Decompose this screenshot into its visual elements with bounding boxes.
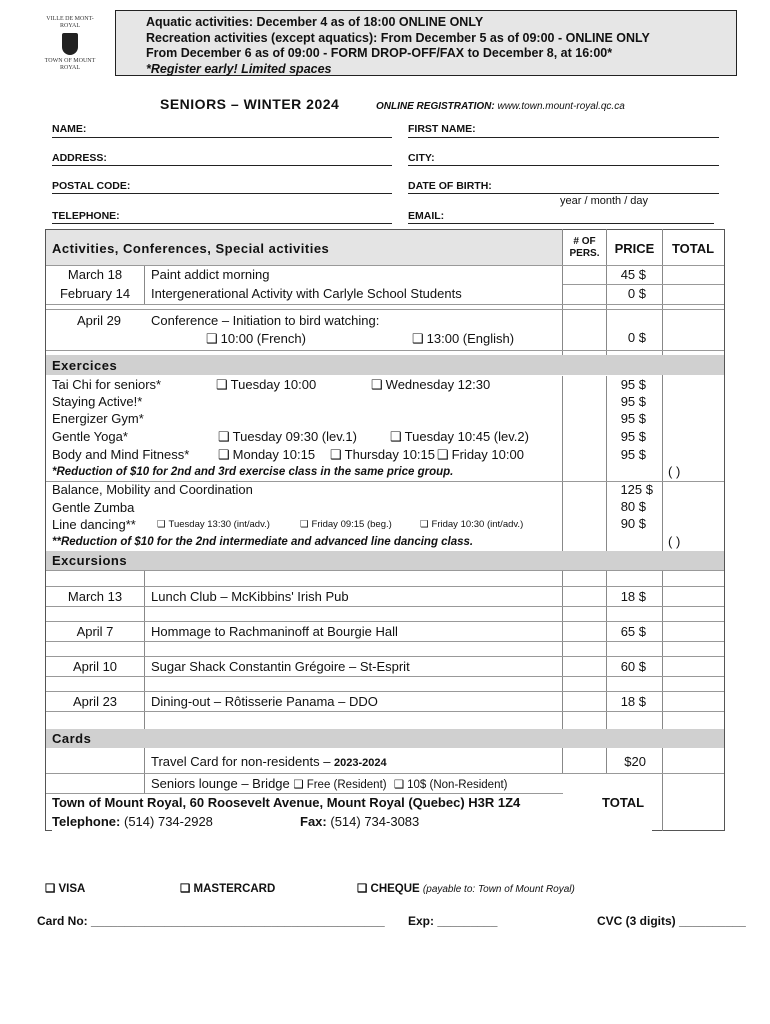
fax-number: (514) 734-3083 — [330, 814, 420, 829]
checkbox-icon: ❑ — [180, 883, 194, 895]
exercise-price: 95 $ — [620, 447, 646, 462]
online-label: ONLINE REGISTRATION: — [376, 101, 495, 112]
excursion-name: Dining-out – Rôtisserie Panama – DDO — [151, 694, 378, 709]
excursion-name: Hommage to Rachmaninoff at Bourgie Hall — [151, 624, 398, 639]
registration-notice — [115, 10, 737, 76]
row-divider — [46, 621, 724, 622]
activity-name: Intergenerational Activity with Carlyle School Students — [151, 286, 462, 301]
activity-price: 45 $ — [620, 267, 646, 282]
payment-visa[interactable] — [45, 881, 85, 895]
excursion-price: 18 $ — [620, 589, 646, 604]
exercise-reduction-note: *Reduction of $10 for 2nd and 3rd exercise class in the same price group. — [52, 466, 454, 478]
card-bridge — [151, 776, 508, 791]
row-divider — [46, 265, 724, 266]
col-divider — [144, 265, 145, 305]
excursion-date: April 10 — [72, 659, 118, 674]
option-checkbox[interactable]: ❑ Tuesday 13:30 (int/adv.) — [157, 519, 270, 530]
row-divider — [46, 711, 724, 712]
card-price: $20 — [624, 754, 646, 769]
option-checkbox[interactable]: ❑ Wednesday 12:30 — [371, 377, 490, 393]
cheque-label: CHEQUE — [370, 883, 420, 895]
row-divider — [46, 304, 724, 305]
exercise-price: 95 $ — [620, 411, 646, 426]
exercise-price: 80 $ — [620, 499, 646, 514]
email-label: EMAIL: — [408, 210, 445, 222]
col-divider — [562, 748, 563, 773]
exercise-name: Body and Mind Fitness* — [52, 447, 190, 462]
section-exercises: Exercices — [46, 355, 724, 375]
row-divider — [46, 691, 724, 692]
dob-label: DATE OF BIRTH: — [408, 180, 492, 192]
excursion-date: March 13 — [67, 589, 123, 604]
excursion-price: 65 $ — [620, 624, 646, 639]
phone-label: Telephone: — [52, 814, 121, 829]
total-paren: ( ) — [668, 464, 681, 479]
card-travel-year: 2023-2024 — [334, 757, 387, 769]
card-travel-label: Travel Card for non-residents – — [151, 754, 335, 769]
row-divider — [46, 641, 724, 642]
notice-line: *Register early! Limited spaces — [146, 61, 332, 76]
card-bridge-label: Seniors lounge – Bridge — [151, 776, 290, 791]
payment-cheque[interactable] — [357, 881, 575, 895]
option-checkbox[interactable]: ❑ Free (Resident) — [293, 779, 386, 791]
excursion-name: Lunch Club – McKibbins' Irish Pub — [151, 589, 349, 604]
excursion-date: April 7 — [76, 624, 114, 639]
row-divider — [46, 586, 724, 587]
row-divider — [46, 656, 724, 657]
row-divider — [46, 309, 724, 310]
excursion-price: 18 $ — [620, 694, 646, 709]
exercise-name: Staying Active!* — [52, 394, 143, 409]
exercise-name: Tai Chi for seniors* — [52, 377, 162, 392]
exercise-name: Balance, Mobility and Coordination — [52, 482, 253, 497]
first-name-label: FIRST NAME: — [408, 123, 476, 135]
option-checkbox[interactable]: ❑ Friday 09:15 (beg.) — [300, 519, 392, 530]
notice-line: Recreation activities (except aquatics): From December 5 as of 09:00 - ONLINE ONLY — [146, 30, 650, 45]
option-checkbox[interactable]: ❑ Friday 10:30 (int/adv.) — [420, 519, 523, 530]
cheque-note: (payable to: Town of Mount Royal) — [422, 884, 575, 895]
activity-name: Conference – Initiation to bird watching: — [151, 313, 380, 328]
activity-date: March 18 — [67, 267, 123, 282]
logo-bottom-text: TOWN OF MOUNT ROYAL — [44, 58, 96, 71]
exercise-name: Gentle Yoga* — [52, 429, 128, 444]
telephone-field[interactable] — [52, 223, 392, 224]
option-checkbox[interactable]: ❑ 10:00 (French) — [206, 331, 306, 347]
option-checkbox[interactable]: ❑ Tuesday 09:30 (lev.1) — [218, 429, 357, 445]
row-divider — [46, 606, 724, 607]
dob-field[interactable] — [408, 193, 719, 194]
row-divider — [46, 773, 724, 774]
notice-line: Aquatic activities: December 4 as of 18:00 ONLINE ONLY — [146, 15, 484, 29]
exercise-price: 95 $ — [620, 394, 646, 409]
excursion-date: April 23 — [72, 694, 118, 709]
option-checkbox[interactable]: ❑ 13:00 (English) — [412, 331, 514, 347]
row-divider — [46, 570, 724, 571]
col-divider — [144, 748, 145, 793]
exercise-name: Line dancing** — [52, 517, 136, 532]
row-divider — [46, 676, 724, 677]
checkbox-icon: ❑ — [357, 883, 371, 895]
row-divider — [46, 350, 724, 351]
email-field[interactable] — [408, 223, 714, 224]
page-title: SENIORS – WINTER 2024 — [160, 96, 340, 112]
city-field[interactable] — [408, 165, 719, 166]
postal-code-field[interactable] — [52, 193, 392, 194]
activity-date: April 29 — [76, 313, 122, 328]
address-field[interactable] — [52, 165, 392, 166]
line-dancing-note: **Reduction of $10 for the 2nd intermediate and advanced line dancing class. — [52, 536, 474, 548]
col-header-total: TOTAL — [671, 241, 715, 256]
name-label: NAME: — [52, 123, 87, 135]
expiry-field[interactable]: Exp: _________ — [408, 914, 498, 928]
contact-fax — [300, 814, 419, 829]
card-number-field[interactable]: Card No: ____________________________________________ — [37, 914, 385, 928]
checkbox-icon: ❑ — [45, 883, 59, 895]
option-checkbox[interactable]: ❑ Monday 10:15 — [218, 447, 315, 463]
section-activities: Activities, Conferences, Special activities — [46, 230, 562, 265]
excursion-name: Sugar Shack Constantin Grégoire – St-Esprit — [151, 659, 410, 674]
dob-hint: year / month / day — [560, 195, 649, 207]
visa-label: VISA — [58, 883, 86, 895]
online-url: www.town.mount-royal.qc.ca — [497, 101, 625, 112]
payment-mastercard[interactable] — [180, 881, 275, 895]
shield-icon — [62, 33, 78, 55]
total-paren: ( ) — [668, 534, 681, 549]
address-label: ADDRESS: — [52, 152, 107, 164]
notice-line: From December 6 as of 09:00 - FORM DROP-OFF/FAX to December 8, at 16:00* — [146, 46, 613, 60]
section-cards: Cards — [46, 729, 724, 748]
option-checkbox[interactable]: ❑ 10$ (Non-Resident) — [394, 779, 508, 791]
exercise-price: 95 $ — [620, 377, 646, 392]
option-checkbox[interactable]: ❑ Tuesday 10:45 (lev.2) — [390, 429, 529, 445]
contact-phone — [52, 814, 213, 829]
postal-code-label: POSTAL CODE: — [52, 180, 131, 192]
fax-label: Fax: — [300, 814, 327, 829]
exercise-price: 90 $ — [620, 516, 646, 531]
city-label: CITY: — [408, 152, 435, 164]
activity-date: February 14 — [59, 286, 131, 301]
exercise-price: 125 $ — [620, 482, 653, 497]
exercise-name: Gentle Zumba — [52, 500, 135, 515]
logo-top-text: VILLE DE MONT-ROYAL — [46, 16, 94, 29]
town-logo — [40, 16, 100, 72]
option-checkbox[interactable]: ❑ Friday 10:00 — [437, 447, 524, 463]
cvc-field[interactable]: CVC (3 digits) __________ — [597, 914, 746, 928]
activity-price: 0 $ — [627, 330, 646, 345]
telephone-label: TELEPHONE: — [52, 210, 120, 222]
col-header-price: PRICE — [614, 241, 655, 256]
row-divider — [46, 793, 563, 794]
section-excursions: Excursions — [46, 551, 724, 570]
exercise-price: 95 $ — [620, 429, 646, 444]
excursion-price: 60 $ — [620, 659, 646, 674]
activity-price: 0 $ — [627, 286, 646, 301]
name-field[interactable] — [52, 137, 392, 138]
activity-name: Paint addict morning — [151, 267, 270, 282]
grand-total-label: TOTAL — [602, 795, 645, 810]
row-divider — [563, 284, 724, 285]
first-name-field[interactable] — [408, 137, 719, 138]
town-address: Town of Mount Royal, 60 Roosevelt Avenue, Mount Royal (Quebec) H3R 1Z4 — [52, 795, 521, 810]
mastercard-label: MASTERCARD — [193, 883, 276, 895]
option-checkbox[interactable]: ❑ Thursday 10:15 — [330, 447, 435, 463]
card-travel — [151, 754, 387, 769]
exercise-name: Energizer Gym* — [52, 411, 144, 426]
online-registration — [376, 101, 625, 112]
phone-number: (514) 734-2928 — [124, 814, 213, 829]
option-checkbox[interactable]: ❑ Tuesday 10:00 — [216, 377, 316, 393]
col-header-persons: # OF PERS. — [569, 236, 600, 259]
col-divider — [144, 570, 145, 730]
